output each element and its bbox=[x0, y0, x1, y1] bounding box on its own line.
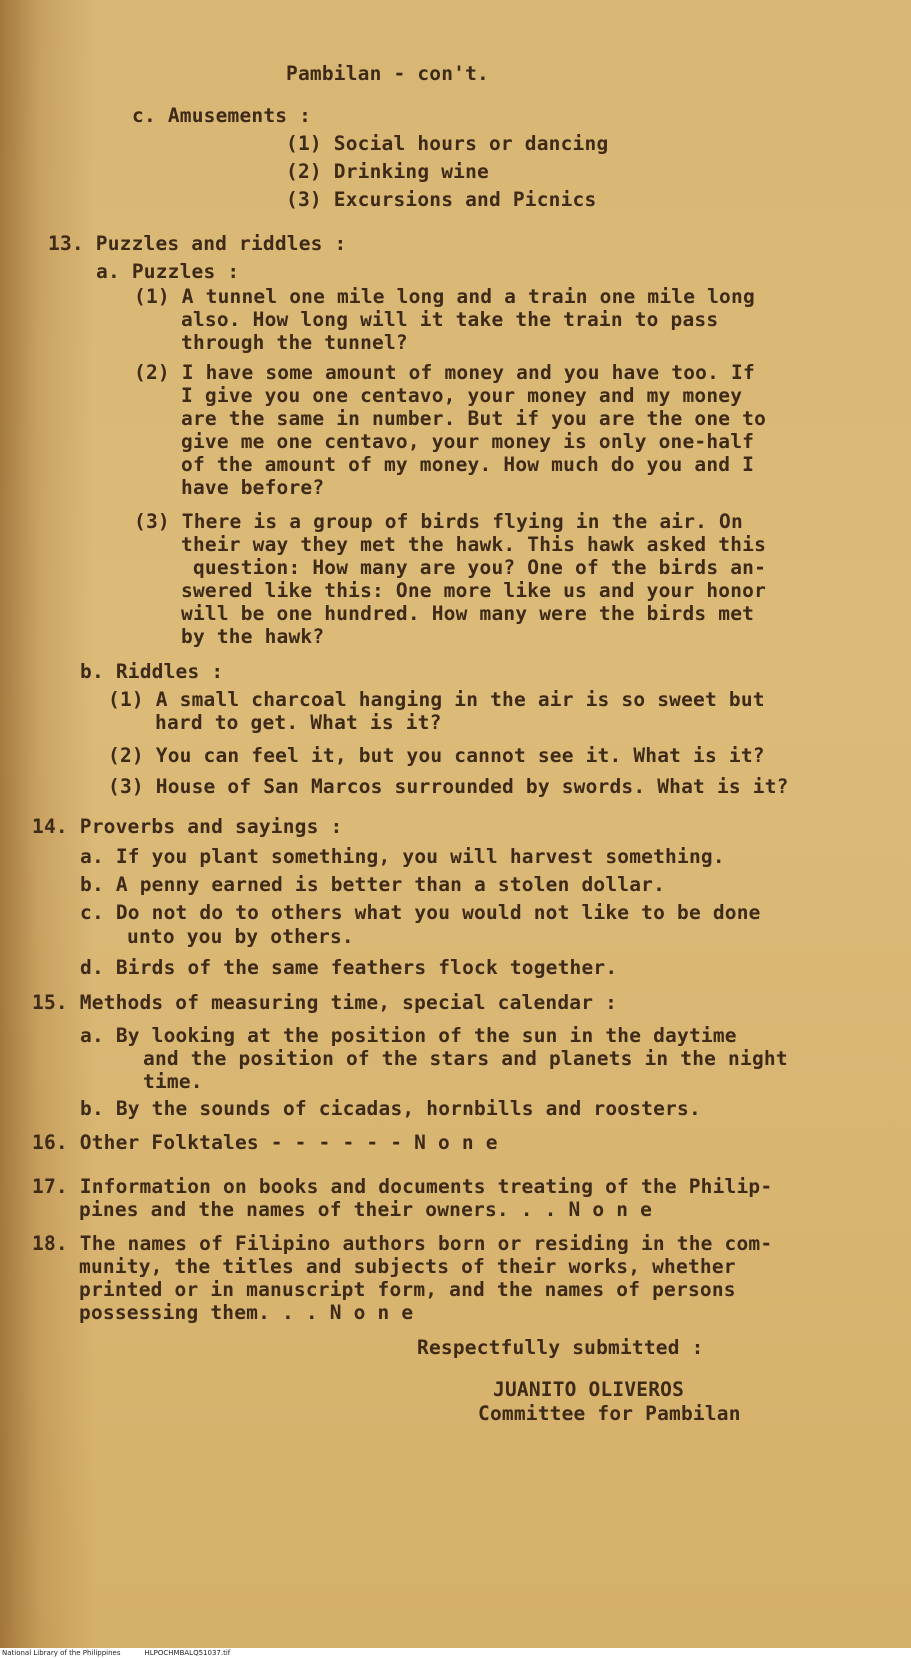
puzzle-3: (3) There is a group of birds flying in the air. On bbox=[134, 510, 743, 533]
signatory-title: Committee for Pambilan bbox=[478, 1402, 741, 1425]
puzzle-3: will be one hundred. How many were the birds met bbox=[181, 602, 755, 625]
section-18: munity, the titles and subjects of their works, whether bbox=[79, 1255, 736, 1278]
section-14-heading: 14. Proverbs and sayings : bbox=[32, 815, 343, 838]
proverb-d: d. Birds of the same feathers flock together. bbox=[80, 956, 618, 979]
riddle-2: (2) You can feel it, but you cannot see it. What is it? bbox=[108, 744, 765, 767]
puzzle-2: have before? bbox=[181, 476, 325, 499]
method-a: a. By looking at the position of the sun in the daytime bbox=[80, 1024, 737, 1047]
closing-line: Respectfully submitted : bbox=[417, 1336, 704, 1359]
puzzle-3: swered like this: One more like us and your honor bbox=[181, 579, 767, 602]
puzzle-2: (2) I have some amount of money and you have too. If bbox=[134, 361, 755, 384]
section-18: 18. The names of Filipino authors born or residing in the com- bbox=[32, 1232, 773, 1255]
amusement-item: (1) Social hours or dancing bbox=[286, 132, 609, 155]
riddle-3: (3) House of San Marcos surrounded by swords. What is it? bbox=[108, 775, 789, 798]
amusement-item: (2) Drinking wine bbox=[286, 160, 489, 183]
method-b: b. By the sounds of cicadas, hornbills and roosters. bbox=[80, 1097, 701, 1120]
puzzle-3: their way they met the hawk. This hawk asked this bbox=[181, 533, 767, 556]
section-15-heading: 15. Methods of measuring time, special calendar : bbox=[32, 991, 618, 1014]
footer-filename: HLPOCHMBALQ51037.tif bbox=[144, 1649, 231, 1657]
puzzle-1: (1) A tunnel one mile long and a train one mile long bbox=[134, 285, 755, 308]
puzzle-2: are the same in number. But if you are the one to bbox=[181, 407, 767, 430]
proverb-a: a. If you plant something, you will harvest something. bbox=[80, 845, 725, 868]
puzzle-2: of the amount of my money. How much do you and I bbox=[181, 453, 755, 476]
amusements-heading: c. Amusements : bbox=[132, 104, 312, 127]
puzzle-3: question: How many are you? One of the birds an- bbox=[181, 556, 767, 579]
puzzle-1: through the tunnel? bbox=[181, 331, 408, 354]
scan-footer bbox=[0, 1648, 911, 1658]
method-a: time. bbox=[143, 1070, 203, 1093]
puzzle-2: I give you one centavo, your money and my money bbox=[181, 384, 743, 407]
section-16: 16. Other Folktales - - - - - - N o n e bbox=[32, 1131, 498, 1154]
proverb-c: c. Do not do to others what you would not like to be done bbox=[80, 901, 761, 924]
method-a: and the position of the stars and planets in the night bbox=[143, 1047, 788, 1070]
riddles-heading: b. Riddles : bbox=[80, 660, 224, 683]
proverb-c: unto you by others. bbox=[127, 925, 354, 948]
section-13-heading: 13. Puzzles and riddles : bbox=[48, 232, 347, 255]
footer-library: National Library of the Philippines bbox=[2, 1649, 121, 1657]
section-17: 17. Information on books and documents treating of the Philip- bbox=[32, 1175, 773, 1198]
signatory-name: JUANITO OLIVEROS bbox=[493, 1378, 685, 1401]
puzzle-3: by the hawk? bbox=[181, 625, 325, 648]
puzzles-heading: a. Puzzles : bbox=[96, 260, 240, 283]
section-17: pines and the names of their owners. . . N o n e bbox=[79, 1198, 653, 1221]
puzzle-1: also. How long will it take the train to pass bbox=[181, 308, 719, 331]
puzzle-2: give me one centavo, your money is only one-half bbox=[181, 430, 755, 453]
amusement-item: (3) Excursions and Picnics bbox=[286, 188, 597, 211]
riddle-1: hard to get. What is it? bbox=[155, 711, 442, 734]
page-header: Pambilan - con't. bbox=[286, 62, 489, 85]
section-18: possessing them. . . N o n e bbox=[79, 1301, 414, 1324]
proverb-b: b. A penny earned is better than a stolen dollar. bbox=[80, 873, 666, 896]
riddle-1: (1) A small charcoal hanging in the air is so sweet but bbox=[108, 688, 765, 711]
section-18: printed or in manuscript form, and the names of persons bbox=[79, 1278, 736, 1301]
